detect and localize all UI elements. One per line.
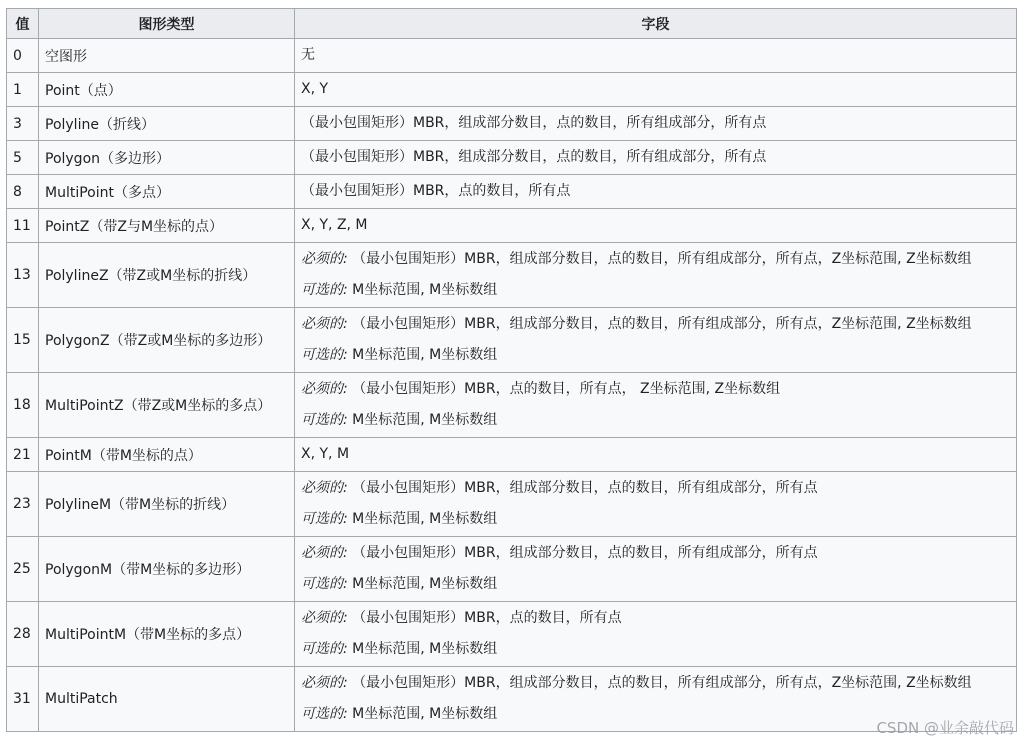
table-row bbox=[7, 175, 1017, 209]
optional-fields-label: 可选的: bbox=[301, 706, 348, 722]
header-type: 图形类型 bbox=[39, 9, 295, 39]
cell-value: 11 bbox=[7, 209, 39, 243]
cell-type: PolylineM（带M坐标的折线） bbox=[39, 472, 295, 537]
optional-fields-text: M坐标范围, M坐标数组 bbox=[352, 347, 498, 363]
required-fields bbox=[301, 309, 1010, 340]
required-fields-label: 必须的: bbox=[301, 316, 348, 332]
cell-type: MultiPoint（多点） bbox=[39, 175, 295, 209]
table-row bbox=[7, 209, 1017, 243]
field-text: X, Y, Z, M bbox=[301, 217, 368, 233]
field-text: （最小包围矩形）MBR，点的数目，所有点 bbox=[301, 183, 571, 199]
cell-fields bbox=[295, 602, 1017, 667]
required-fields-text: （最小包围矩形）MBR，组成部分数目，点的数目，所有组成部分，所有点 bbox=[352, 545, 818, 561]
cell-fields bbox=[295, 175, 1017, 209]
required-fields-text: （最小包围矩形）MBR，组成部分数目，点的数目，所有组成部分，所有点，Z坐标范围, Z坐标数组 bbox=[352, 316, 972, 332]
header-value: 值 bbox=[7, 9, 39, 39]
required-fields-label: 必须的: bbox=[301, 251, 348, 267]
required-fields bbox=[301, 244, 1010, 275]
cell-fields bbox=[295, 243, 1017, 308]
cell-type: Polygon（多边形） bbox=[39, 141, 295, 175]
cell-value: 0 bbox=[7, 39, 39, 73]
optional-fields-label: 可选的: bbox=[301, 282, 348, 298]
table-header-row bbox=[7, 9, 1017, 39]
table-row bbox=[7, 308, 1017, 373]
required-fields bbox=[301, 374, 1010, 405]
optional-fields bbox=[301, 634, 1010, 665]
cell-value: 21 bbox=[7, 438, 39, 472]
header-fields: 字段 bbox=[295, 9, 1017, 39]
required-fields-label: 必须的: bbox=[301, 675, 348, 691]
cell-fields bbox=[295, 107, 1017, 141]
shape-type-table bbox=[6, 8, 1017, 732]
optional-fields-text: M坐标范围, M坐标数组 bbox=[352, 706, 498, 722]
required-fields-text: （最小包围矩形）MBR，组成部分数目，点的数目，所有组成部分，所有点，Z坐标范围, Z坐标数组 bbox=[352, 251, 972, 267]
optional-fields bbox=[301, 569, 1010, 600]
cell-type: PointM（带M坐标的点） bbox=[39, 438, 295, 472]
optional-fields bbox=[301, 340, 1010, 371]
cell-value: 31 bbox=[7, 667, 39, 732]
optional-fields bbox=[301, 405, 1010, 436]
field-text: （最小包围矩形）MBR，组成部分数目，点的数目，所有组成部分，所有点 bbox=[301, 149, 767, 165]
table-row bbox=[7, 73, 1017, 107]
optional-fields-text: M坐标范围, M坐标数组 bbox=[352, 576, 498, 592]
cell-value: 18 bbox=[7, 373, 39, 438]
cell-fields bbox=[295, 472, 1017, 537]
cell-value: 25 bbox=[7, 537, 39, 602]
optional-fields-label: 可选的: bbox=[301, 576, 348, 592]
table-row bbox=[7, 667, 1017, 732]
cell-fields bbox=[295, 73, 1017, 107]
table-row bbox=[7, 602, 1017, 667]
required-fields-label: 必须的: bbox=[301, 610, 348, 626]
cell-value: 15 bbox=[7, 308, 39, 373]
cell-fields bbox=[295, 39, 1017, 73]
cell-type: MultiPointZ（带Z或M坐标的多点） bbox=[39, 373, 295, 438]
cell-value: 28 bbox=[7, 602, 39, 667]
optional-fields bbox=[301, 504, 1010, 535]
cell-fields bbox=[295, 537, 1017, 602]
cell-type: PolygonZ（带Z或M坐标的多边形） bbox=[39, 308, 295, 373]
optional-fields-text: M坐标范围, M坐标数组 bbox=[352, 282, 498, 298]
field-text: X, Y, M bbox=[301, 446, 350, 462]
cell-type: Point（点） bbox=[39, 73, 295, 107]
cell-value: 23 bbox=[7, 472, 39, 537]
required-fields bbox=[301, 473, 1010, 504]
cell-type: Polyline（折线） bbox=[39, 107, 295, 141]
table-row bbox=[7, 243, 1017, 308]
optional-fields-label: 可选的: bbox=[301, 412, 348, 428]
table-body bbox=[7, 39, 1017, 732]
cell-type: MultiPointM（带M坐标的多点） bbox=[39, 602, 295, 667]
required-fields bbox=[301, 668, 1010, 699]
table-row bbox=[7, 107, 1017, 141]
cell-value: 8 bbox=[7, 175, 39, 209]
cell-type: MultiPatch bbox=[39, 667, 295, 732]
cell-value: 13 bbox=[7, 243, 39, 308]
cell-value: 1 bbox=[7, 73, 39, 107]
cell-fields bbox=[295, 141, 1017, 175]
required-fields bbox=[301, 603, 1010, 634]
optional-fields bbox=[301, 275, 1010, 306]
field-text: 无 bbox=[301, 47, 315, 63]
optional-fields-text: M坐标范围, M坐标数组 bbox=[352, 412, 498, 428]
required-fields-text: （最小包围矩形）MBR，点的数目，所有点 bbox=[352, 610, 622, 626]
optional-fields-text: M坐标范围, M坐标数组 bbox=[352, 511, 498, 527]
optional-fields-label: 可选的: bbox=[301, 347, 348, 363]
table-row bbox=[7, 472, 1017, 537]
cell-type: 空图形 bbox=[39, 39, 295, 73]
optional-fields-label: 可选的: bbox=[301, 511, 348, 527]
optional-fields-text: M坐标范围, M坐标数组 bbox=[352, 641, 498, 657]
watermark: CSDN @业余敲代码 bbox=[876, 719, 1014, 737]
table-row bbox=[7, 141, 1017, 175]
field-text: （最小包围矩形）MBR，组成部分数目，点的数目，所有组成部分，所有点 bbox=[301, 115, 767, 131]
table-row bbox=[7, 373, 1017, 438]
required-fields-text: （最小包围矩形）MBR，组成部分数目，点的数目，所有组成部分，所有点 bbox=[352, 480, 818, 496]
cell-type: PointZ（带Z与M坐标的点） bbox=[39, 209, 295, 243]
field-text: X, Y bbox=[301, 81, 329, 97]
required-fields-text: （最小包围矩形）MBR，组成部分数目，点的数目，所有组成部分，所有点，Z坐标范围, Z坐标数组 bbox=[352, 675, 972, 691]
required-fields-label: 必须的: bbox=[301, 381, 348, 397]
cell-fields bbox=[295, 438, 1017, 472]
cell-value: 5 bbox=[7, 141, 39, 175]
required-fields-text: （最小包围矩形）MBR，点的数目，所有点， Z坐标范围, Z坐标数组 bbox=[352, 381, 781, 397]
required-fields-label: 必须的: bbox=[301, 480, 348, 496]
required-fields bbox=[301, 538, 1010, 569]
cell-type: PolygonM（带M坐标的多边形） bbox=[39, 537, 295, 602]
table-row bbox=[7, 39, 1017, 73]
table-row bbox=[7, 438, 1017, 472]
cell-fields bbox=[295, 373, 1017, 438]
cell-fields bbox=[295, 209, 1017, 243]
required-fields-label: 必须的: bbox=[301, 545, 348, 561]
cell-value: 3 bbox=[7, 107, 39, 141]
table-row bbox=[7, 537, 1017, 602]
cell-fields bbox=[295, 308, 1017, 373]
cell-type: PolylineZ（带Z或M坐标的折线） bbox=[39, 243, 295, 308]
optional-fields-label: 可选的: bbox=[301, 641, 348, 657]
